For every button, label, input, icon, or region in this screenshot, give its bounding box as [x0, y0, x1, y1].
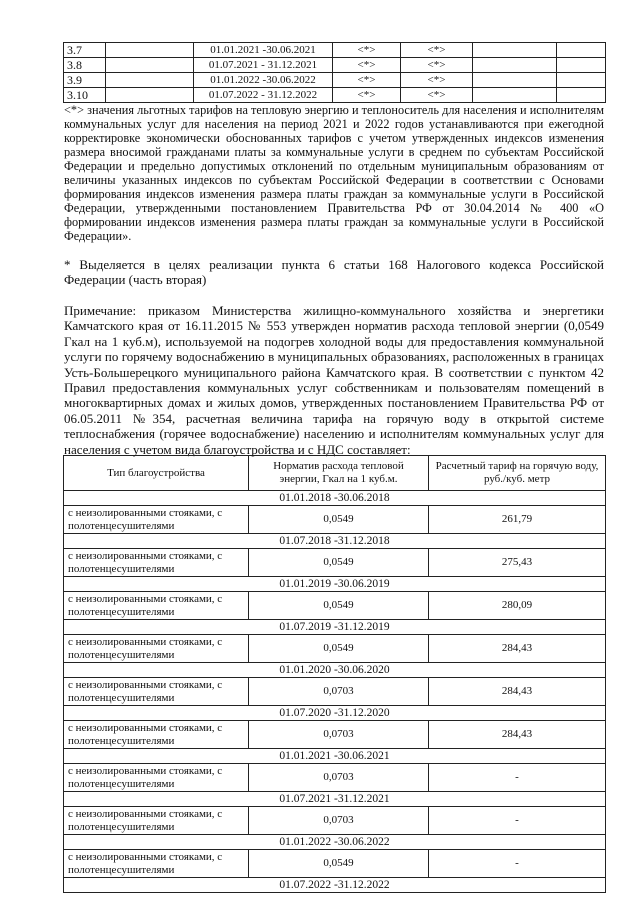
cell-norm: 0,0703 [249, 678, 429, 706]
cell-type: с неизолированными стояками, с полотенцесушителями [64, 807, 249, 835]
period-row [64, 792, 606, 807]
table-row [64, 850, 606, 878]
table-row [64, 43, 606, 58]
empty-cell [106, 88, 194, 103]
period-row [64, 577, 606, 592]
table-row [64, 73, 606, 88]
cell-norm: 0,0549 [249, 506, 429, 534]
cell-type: с неизолированными стояками, с полотенцесушителями [64, 678, 249, 706]
cell-type: с неизолированными стояками, с полотенцесушителями [64, 721, 249, 749]
cell-norm: 0,0549 [249, 592, 429, 620]
table-row [64, 549, 606, 577]
row-period: 01.07.2021 - 31.12.2021 [194, 58, 333, 73]
empty-cell [473, 88, 557, 103]
empty-cell [557, 58, 606, 73]
period-row [64, 749, 606, 764]
row-number: 3.9 [64, 73, 106, 88]
remark-paragraph: Примечание: приказом Министерства жилищно-коммунального хозяйства и энергетики Камчатского края от 16.11.2015 № 553 утвержден норматив расхода тепловой энергии (0,0549 Гкал на 1 куб.м), используемой на подогрев холодной воды для предоставления коммунальной услуги по горячему водоснабжению в муниципальных образованиях, расположенных в границах Усть-Большерецкого муниципального района Камчатского края. В соответствии с пунктом 42 Правил предоставления коммунальных услуг собственникам и пользователям помещений в многоквартирных домах и жилых домов, утвержденных постановлением Правительства РФ от 06.05.2011 №354, расчетная величина тарифа на горячую воду в открытой системе теплоснабжения (горячее водоснабжение) населению и исполнителям коммунальных услуг для населения с учетом вида благоустройства и с НДС составляет: [64, 303, 604, 457]
row-value-1: <*> [333, 58, 401, 73]
cell-tariff: - [429, 764, 606, 792]
cell-tariff: 284,43 [429, 678, 606, 706]
table-row [64, 764, 606, 792]
footnote-text: <*> значения льготных тарифов на тепловую энергию и теплоноситель для населения и исполнителям коммунальных услуг для населения на период 2021 и 2022 годов устанавливаются при ежегодной корректировке экономически обоснованных тарифов с учетом утвержденных индексов изменения размера вносимой гражданами платы за коммунальные услуги в среднем по субъектам Российской Федерации и предельно допустимых отклонений по отдельным муниципальным образованиям от величины указанных индексов по субъектам Российской Федерации в соответствии с Основами формирования индексов изменения размера платы граждан за коммунальные услуги в Российской Федерации, утвержденными постановлением Правительства РФ от 30.04.2014 № 400 «О формировании индексов изменения размера платы граждан за коммунальные услуги в Российской Федерации». [64, 103, 604, 243]
row-value-2: <*> [401, 88, 473, 103]
empty-cell [557, 43, 606, 58]
period-label: 01.07.2019 -31.12.2019 [64, 620, 606, 635]
tax-code-note: * Выделяется в целях реализации пункта 6 статьи 168 Налогового кодекса Российской Федерации (часть вторая) [64, 257, 604, 287]
period-label: 01.07.2018 -31.12.2018 [64, 534, 606, 549]
cell-tariff: - [429, 850, 606, 878]
empty-cell [557, 73, 606, 88]
period-label: 01.01.2022 -30.06.2022 [64, 835, 606, 850]
table-row [64, 678, 606, 706]
cell-norm: 0,0703 [249, 807, 429, 835]
empty-cell [106, 58, 194, 73]
row-value-2: <*> [401, 58, 473, 73]
cell-type: с неизолированными стояками, с полотенцесушителями [64, 592, 249, 620]
cell-type: с неизолированными стояками, с полотенцесушителями [64, 764, 249, 792]
table-row [64, 58, 606, 73]
empty-cell [557, 88, 606, 103]
tariff-table-top [63, 42, 606, 103]
period-label: 01.01.2020 -30.06.2020 [64, 663, 606, 678]
period-row [64, 534, 606, 549]
row-period: 01.07.2022 - 31.12.2022 [194, 88, 333, 103]
period-label: 01.01.2018 -30.06.2018 [64, 491, 606, 506]
period-label: 01.07.2021 -31.12.2021 [64, 792, 606, 807]
table-row [64, 88, 606, 103]
row-value-1: <*> [333, 43, 401, 58]
row-value-1: <*> [333, 73, 401, 88]
table-row [64, 807, 606, 835]
cell-norm: 0,0703 [249, 721, 429, 749]
row-value-1: <*> [333, 88, 401, 103]
table-header-row [64, 456, 606, 491]
row-value-2: <*> [401, 43, 473, 58]
empty-cell [106, 43, 194, 58]
cell-type: с неизолированными стояками, с полотенцесушителями [64, 549, 249, 577]
cell-norm: 0,0703 [249, 764, 429, 792]
period-row [64, 620, 606, 635]
period-label: 01.01.2021 -30.06.2021 [64, 749, 606, 764]
cell-tariff: - [429, 807, 606, 835]
cell-tariff: 275,43 [429, 549, 606, 577]
cell-norm: 0,0549 [249, 635, 429, 663]
cell-tariff: 280,09 [429, 592, 606, 620]
row-value-2: <*> [401, 73, 473, 88]
cell-norm: 0,0549 [249, 850, 429, 878]
period-row [64, 491, 606, 506]
empty-cell [473, 43, 557, 58]
cell-tariff: 284,43 [429, 635, 606, 663]
row-period: 01.01.2022 -30.06.2022 [194, 73, 333, 88]
cell-tariff: 261,79 [429, 506, 606, 534]
cell-type: с неизолированными стояками, с полотенцесушителями [64, 506, 249, 534]
period-label: 01.07.2020 -31.12.2020 [64, 706, 606, 721]
cell-type: с неизолированными стояками, с полотенцесушителями [64, 850, 249, 878]
table-row [64, 506, 606, 534]
hot-water-tariff-table [63, 455, 606, 893]
table-row [64, 592, 606, 620]
header-norm: Норматив расхода тепловой энергии, Гкал на 1 куб.м. [249, 456, 429, 491]
period-row [64, 835, 606, 850]
period-label: 01.01.2019 -30.06.2019 [64, 577, 606, 592]
period-row [64, 663, 606, 678]
row-number: 3.10 [64, 88, 106, 103]
period-row [64, 878, 606, 893]
cell-norm: 0,0549 [249, 549, 429, 577]
period-label: 01.07.2022 -31.12.2022 [64, 878, 606, 893]
empty-cell [473, 73, 557, 88]
empty-cell [473, 58, 557, 73]
header-type: Тип благоустройства [64, 456, 249, 491]
row-period: 01.01.2021 -30.06.2021 [194, 43, 333, 58]
table-row [64, 721, 606, 749]
header-tariff: Расчетный тариф на горячую воду, руб./куб. метр [429, 456, 606, 491]
empty-cell [106, 73, 194, 88]
cell-tariff: 284,43 [429, 721, 606, 749]
table-row [64, 635, 606, 663]
period-row [64, 706, 606, 721]
row-number: 3.7 [64, 43, 106, 58]
row-number: 3.8 [64, 58, 106, 73]
cell-type: с неизолированными стояками, с полотенцесушителями [64, 635, 249, 663]
